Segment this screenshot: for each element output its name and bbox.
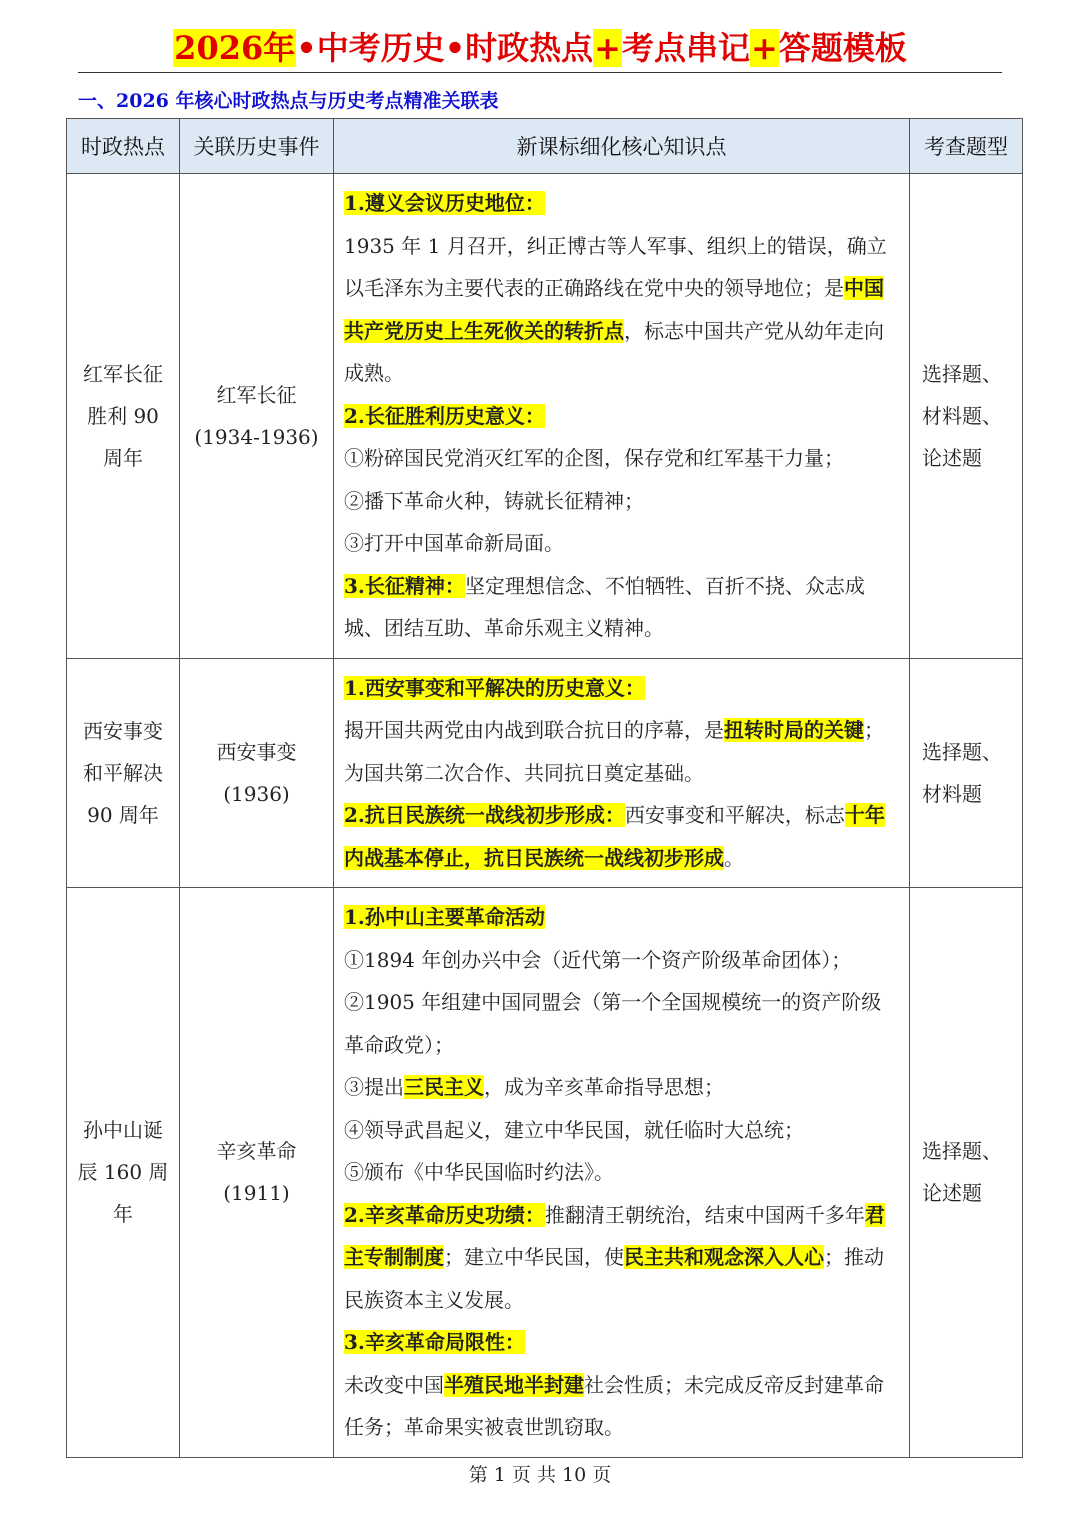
page-footer: 第 1 页 共 10 页 (468, 1464, 612, 1486)
type-line: 材料题 (922, 781, 982, 806)
hot-line: 周年 (103, 445, 143, 470)
event-name: 红军长征 (216, 382, 297, 407)
point-list-item: ②1905 年组建中国同盟会（第一个全国规模统一的资产阶级革命政党）； (344, 990, 882, 1057)
event-name: 辛亥革命 (216, 1139, 297, 1164)
type-line: 材料题、 (922, 403, 1002, 428)
page-title (173, 22, 907, 74)
title-divider (78, 72, 1002, 73)
point-text: 1935 年 1 月召开，纠正博古等人军事、组织上的错误，确立以毛泽东为主要代表的正确路线在党中央的领导地位；是 (344, 233, 887, 300)
point-text: 西安事变和平解决，标志 (624, 803, 845, 827)
point-heading: 2.辛亥革命历史功绩： (344, 1202, 545, 1227)
point-list-item: ①粉碎国民党消灭红军的企图，保存党和红军基干力量； (344, 446, 844, 470)
point-heading: 1.西安事变和平解决的历史意义： (344, 675, 645, 700)
knowledge-table (66, 118, 1023, 1458)
point-heading: 1.遵义会议历史地位： (344, 191, 545, 215)
point-text: ，标志中国共产党从幼年走向成熟。 (344, 318, 884, 385)
point-list-item: ④领导武昌起义，建立中华民国，就任临时大总统； (344, 1117, 804, 1142)
cell-type (910, 174, 1023, 659)
hot-line: 辰 160 周 (77, 1160, 169, 1185)
point-text: 未改变中国 (344, 1372, 444, 1397)
title-plus-2: + (751, 29, 778, 67)
point-highlight: 扭转时局的关键 (724, 718, 864, 742)
header-points: 新课标细化核心知识点 (334, 119, 910, 174)
point-highlight: 民主共和观念深入人心 (624, 1245, 824, 1269)
event-name: 西安事变 (216, 739, 297, 764)
cell-event (180, 174, 334, 659)
point-heading: 3.辛亥革命局限性： (344, 1330, 525, 1354)
point-heading: 2.抗日民族统一战线初步形成： (344, 803, 625, 827)
point-text: ③提出 (344, 1075, 404, 1099)
table-header-row (67, 119, 1023, 174)
hot-line: 孙中山诞 (83, 1118, 163, 1143)
cell-event (180, 888, 334, 1458)
event-years: (1934-1936) (194, 424, 319, 449)
title-part-template: 答题模板 (778, 29, 907, 67)
cell-hot (67, 658, 180, 888)
header-event: 关联历史事件 (180, 119, 334, 174)
point-text: 坚定理想信念、不怕牺牲、百折不挠、众志成城、团结互助、革命乐观主义精神。 (344, 573, 865, 640)
point-highlight: 半殖民地半封建 (444, 1372, 584, 1397)
cell-type (910, 888, 1023, 1458)
point-heading: 1.孙中山主要革命活动 (344, 905, 545, 929)
title-wrap (0, 22, 1080, 74)
point-highlight: 三民主义 (404, 1075, 484, 1099)
type-line: 选择题、 (922, 361, 1002, 386)
section-heading: 一、2026 年核心时政热点与历史考点精准关联表 (78, 90, 499, 112)
hot-line: 年 (113, 1202, 133, 1227)
type-line: 选择题、 (922, 1139, 1002, 1164)
point-text: ；建立中华民国，使 (444, 1245, 624, 1269)
table-row (67, 888, 1023, 1458)
point-highlight: 中国共产党历史上生死攸关的转折点 (344, 276, 884, 343)
point-heading: 3.长征精神： (344, 573, 465, 598)
header-hot: 时政热点 (67, 119, 180, 174)
cell-type (910, 658, 1023, 888)
title-part-points: 考点串记 (621, 29, 750, 67)
title-plus-1: + (594, 29, 621, 67)
point-list-item: ②播下革命火种，铸就长征精神； (344, 488, 644, 513)
event-years: (1936) (223, 781, 290, 806)
hot-line: 红军长征 (83, 361, 163, 386)
point-text: ；为国共第二次合作、共同抗日奠定基础。 (344, 718, 884, 785)
hot-line: 和平解决 (83, 760, 163, 785)
cell-points (334, 888, 910, 1458)
hot-line: 90 周年 (87, 802, 159, 827)
point-text: 社会性质；未完成反帝反封建革命任务；革命果实被袁世凯窃取。 (344, 1372, 884, 1439)
point-text: 推翻清王朝统治，结束中国两千多年 (544, 1202, 865, 1227)
point-text: 。 (724, 845, 744, 870)
point-text: ，成为辛亥革命指导思想； (484, 1075, 724, 1099)
point-highlight: 君主专制制度 (344, 1202, 885, 1269)
point-list-item: ③打开中国革命新局面。 (344, 531, 564, 555)
type-line: 论述题 (922, 445, 982, 470)
table-row (67, 174, 1023, 659)
point-text: 揭开国共两党由内战到联合抗日的序幕，是 (344, 718, 724, 742)
hot-line: 西安事变 (83, 718, 163, 743)
header-type: 考查题型 (910, 119, 1023, 174)
type-line: 论述题 (922, 1181, 982, 1206)
point-heading: 2.长征胜利历史意义： (344, 403, 545, 428)
table-row (67, 658, 1023, 888)
cell-hot (67, 888, 180, 1458)
cell-hot (67, 174, 180, 659)
cell-event (180, 658, 334, 888)
event-years: (1911) (223, 1181, 290, 1206)
title-part-year: 2026年 (174, 29, 296, 67)
type-line: 选择题、 (922, 739, 1002, 764)
title-part-hotspot: •中考历史•时政热点 (296, 29, 594, 67)
point-list-item: ⑤颁布《中华民国临时约法》。 (344, 1160, 614, 1184)
hot-line: 胜利 90 (87, 403, 159, 428)
point-text: ；推动民族资本主义发展。 (344, 1245, 884, 1312)
point-list-item: ①1894 年创办兴中会（近代第一个资产阶级革命团体）； (344, 947, 852, 972)
cell-points (334, 658, 910, 888)
point-highlight: 十年内战基本停止，抗日民族统一战线初步形成 (344, 803, 885, 870)
cell-points (334, 174, 910, 659)
